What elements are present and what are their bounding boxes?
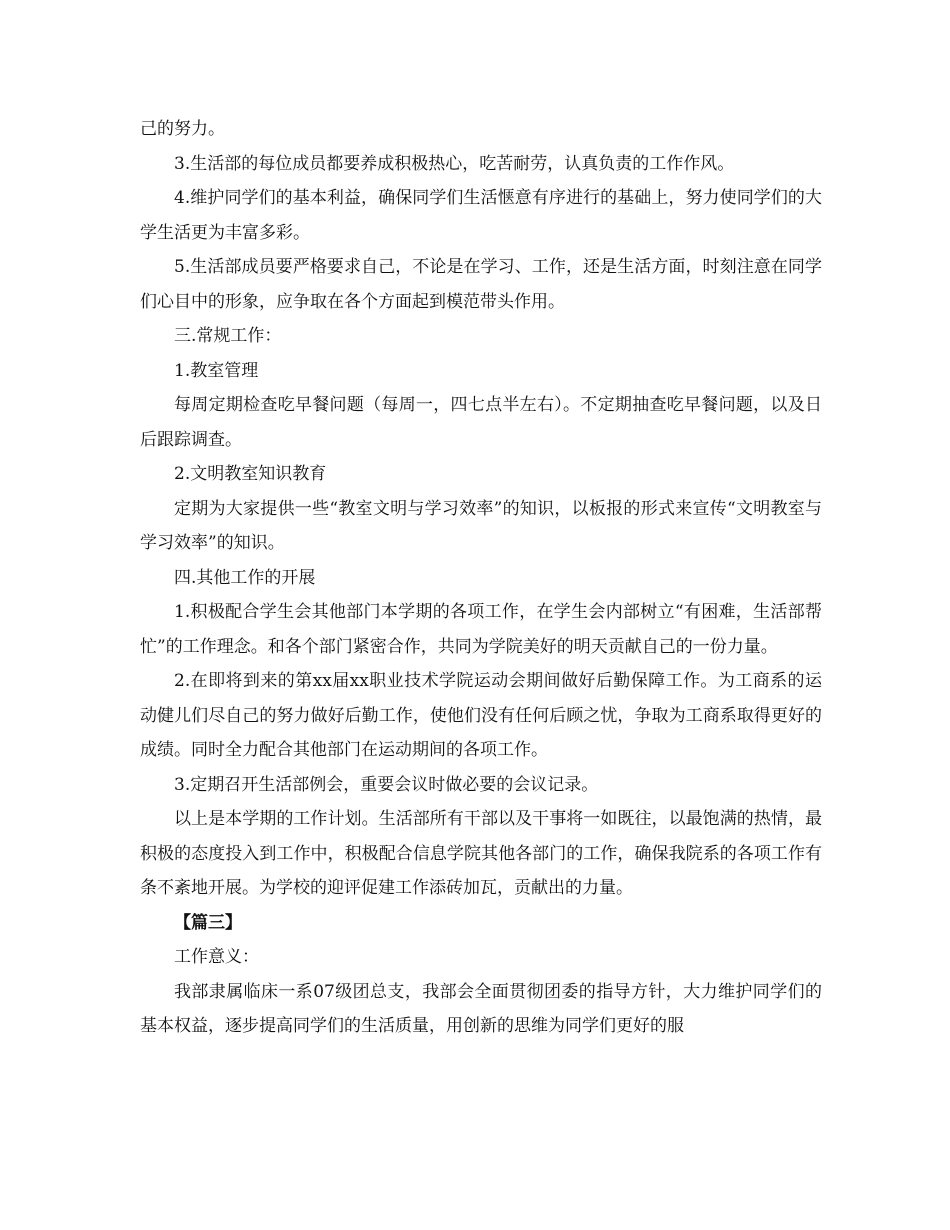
section-heading-3: 三.常规工作：: [174, 326, 282, 346]
subheading-classroom-management: 1.教室管理: [174, 360, 259, 381]
paragraph-9: 定期为大家提供一些“教室文明与学习效率”的知识，以板报的形式来宣传“文明教室与学习效率”的知识。: [140, 498, 822, 553]
paragraph-3: 4.维护同学们的基本利益，确保同学们生活惬意有序进行的基础上，努力使同学们的大学生活更为丰富多彩。: [140, 188, 822, 243]
part-heading-3: 【篇三】: [174, 912, 242, 933]
paragraph-17: 我部隶属临床一系07级团总支，我部会全面贯彻团委的指导方针，大力维护同学们的基本权益，逐步提高同学们的生活质量，用创新的思维为同学们更好的服: [140, 981, 822, 1036]
paragraph-2: 3.生活部的每位成员都要养成积极热心，吃苦耐劳，认真负责的工作作风。: [174, 153, 735, 174]
paragraph-4: 5.生活部成员要严格要求自己，不论是在学习、工作，还是生活方面，时刻注意在同学们心目中的形象，应争取在各个方面起到模范带头作用。: [140, 257, 822, 312]
subheading-work-significance: 工作意义：: [174, 947, 259, 967]
section-heading-4: 四.其他工作的开展: [174, 567, 316, 588]
paragraph-12: 2.在即将到来的第xx届xx职业技术学院运动会期间做好后勤保障工作。为工商系的运动健儿们尽自己的努力做好后勤工作，使他们没有任何后顾之忧，争取为工商系取得更好的成绩。同时全力配合其他部门在运动期间的各项工作。: [140, 671, 822, 760]
paragraph-13: 3.定期召开生活部例会，重要会议时做必要的会议记录。: [174, 774, 599, 795]
subheading-civilized-classroom: 2.文明教室知识教育: [174, 464, 327, 484]
paragraph-11: 1.积极配合学生会其他部门本学期的各项工作，在学生会内部树立“有困难，生活部帮忙”的工作理念。和各个部门紧密合作，共同为学院美好的明天贡献自己的一份力量。: [140, 602, 822, 657]
paragraph-1: 己的努力。: [140, 119, 225, 139]
paragraph-7: 每周定期检查吃早餐问题（每周一，四七点半左右）。不定期抽查吃早餐问题，以及日后跟踪调查。: [140, 395, 822, 450]
paragraph-14: 以上是本学期的工作计划。生活部所有干部以及干事将一如既往，以最饱满的热情，最积极的态度投入到工作中，积极配合信息学院其他各部门的工作，确保我院系的各项工作有条不紊地开展。为学校的迎评促建工作添砖加瓦，贡献出的力量。: [140, 809, 822, 898]
